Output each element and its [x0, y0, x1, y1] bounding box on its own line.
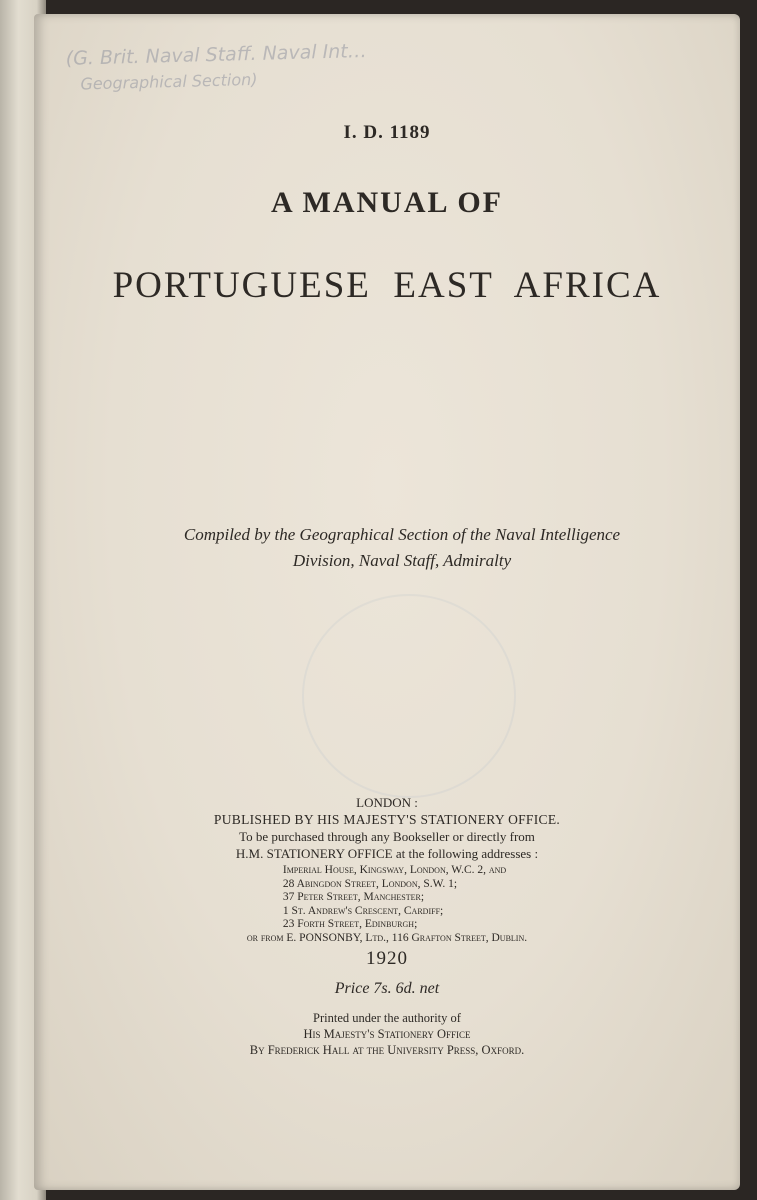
printer-line-1: Printed under the authority of: [313, 1011, 461, 1025]
address-item: 1 St. Andrew's Crescent, Cardiff;: [282, 904, 444, 917]
purchase-line-1: To be purchased through any Bookseller or directly from: [239, 829, 535, 844]
compiled-line-2: Division, Naval Staff, Admiralty: [292, 551, 512, 570]
printer-line-2: His Majesty's Stationery Office: [303, 1027, 471, 1041]
pencil-annotation-line-2: Geographical Section): [80, 69, 258, 94]
publication-year: 1920: [366, 948, 408, 969]
address-list: [247, 864, 527, 945]
title-page: [34, 14, 740, 1190]
address-item: 23 Forth Street, Edinburgh;: [282, 918, 418, 930]
pencil-annotation-line-1: (G. Brit. Naval Staff. Naval Int…: [65, 39, 367, 70]
publisher-city: LONDON :: [356, 795, 418, 810]
faint-stamp: [302, 594, 516, 798]
title-line-1: A MANUAL OF: [271, 186, 503, 219]
printer-block: [34, 1010, 740, 1058]
address-item: 28 Abingdon Street, London, S.W. 1;: [282, 877, 458, 890]
publisher-block: [34, 794, 740, 945]
document-reference: I. D. 1189: [343, 122, 431, 143]
address-item: Imperial House, Kingsway, London, W.C. 2, and: [282, 864, 507, 876]
publisher-office: PUBLISHED BY HIS MAJESTY'S STATIONERY OFFICE.: [213, 812, 561, 827]
printer-line-3: By Frederick Hall at the University Press, Oxford.: [249, 1043, 525, 1057]
price: Price 7s. 6d. net: [334, 980, 440, 997]
address-item: 37 Peter Street, Manchester;: [282, 891, 425, 903]
pencil-annotation: [65, 30, 666, 98]
compiled-by: [94, 522, 710, 574]
dublin-address: or from E. PONSONBY, Ltd., 116 Grafton Street, Dublin.: [246, 931, 528, 944]
title-line-2: PORTUGUESE EAST AFRICA: [112, 265, 662, 306]
compiled-line-1: Compiled by the Geographical Section of the Naval Intelligence: [183, 525, 621, 544]
purchase-line-2: H.M. STATIONERY OFFICE at the following addresses :: [235, 846, 539, 861]
